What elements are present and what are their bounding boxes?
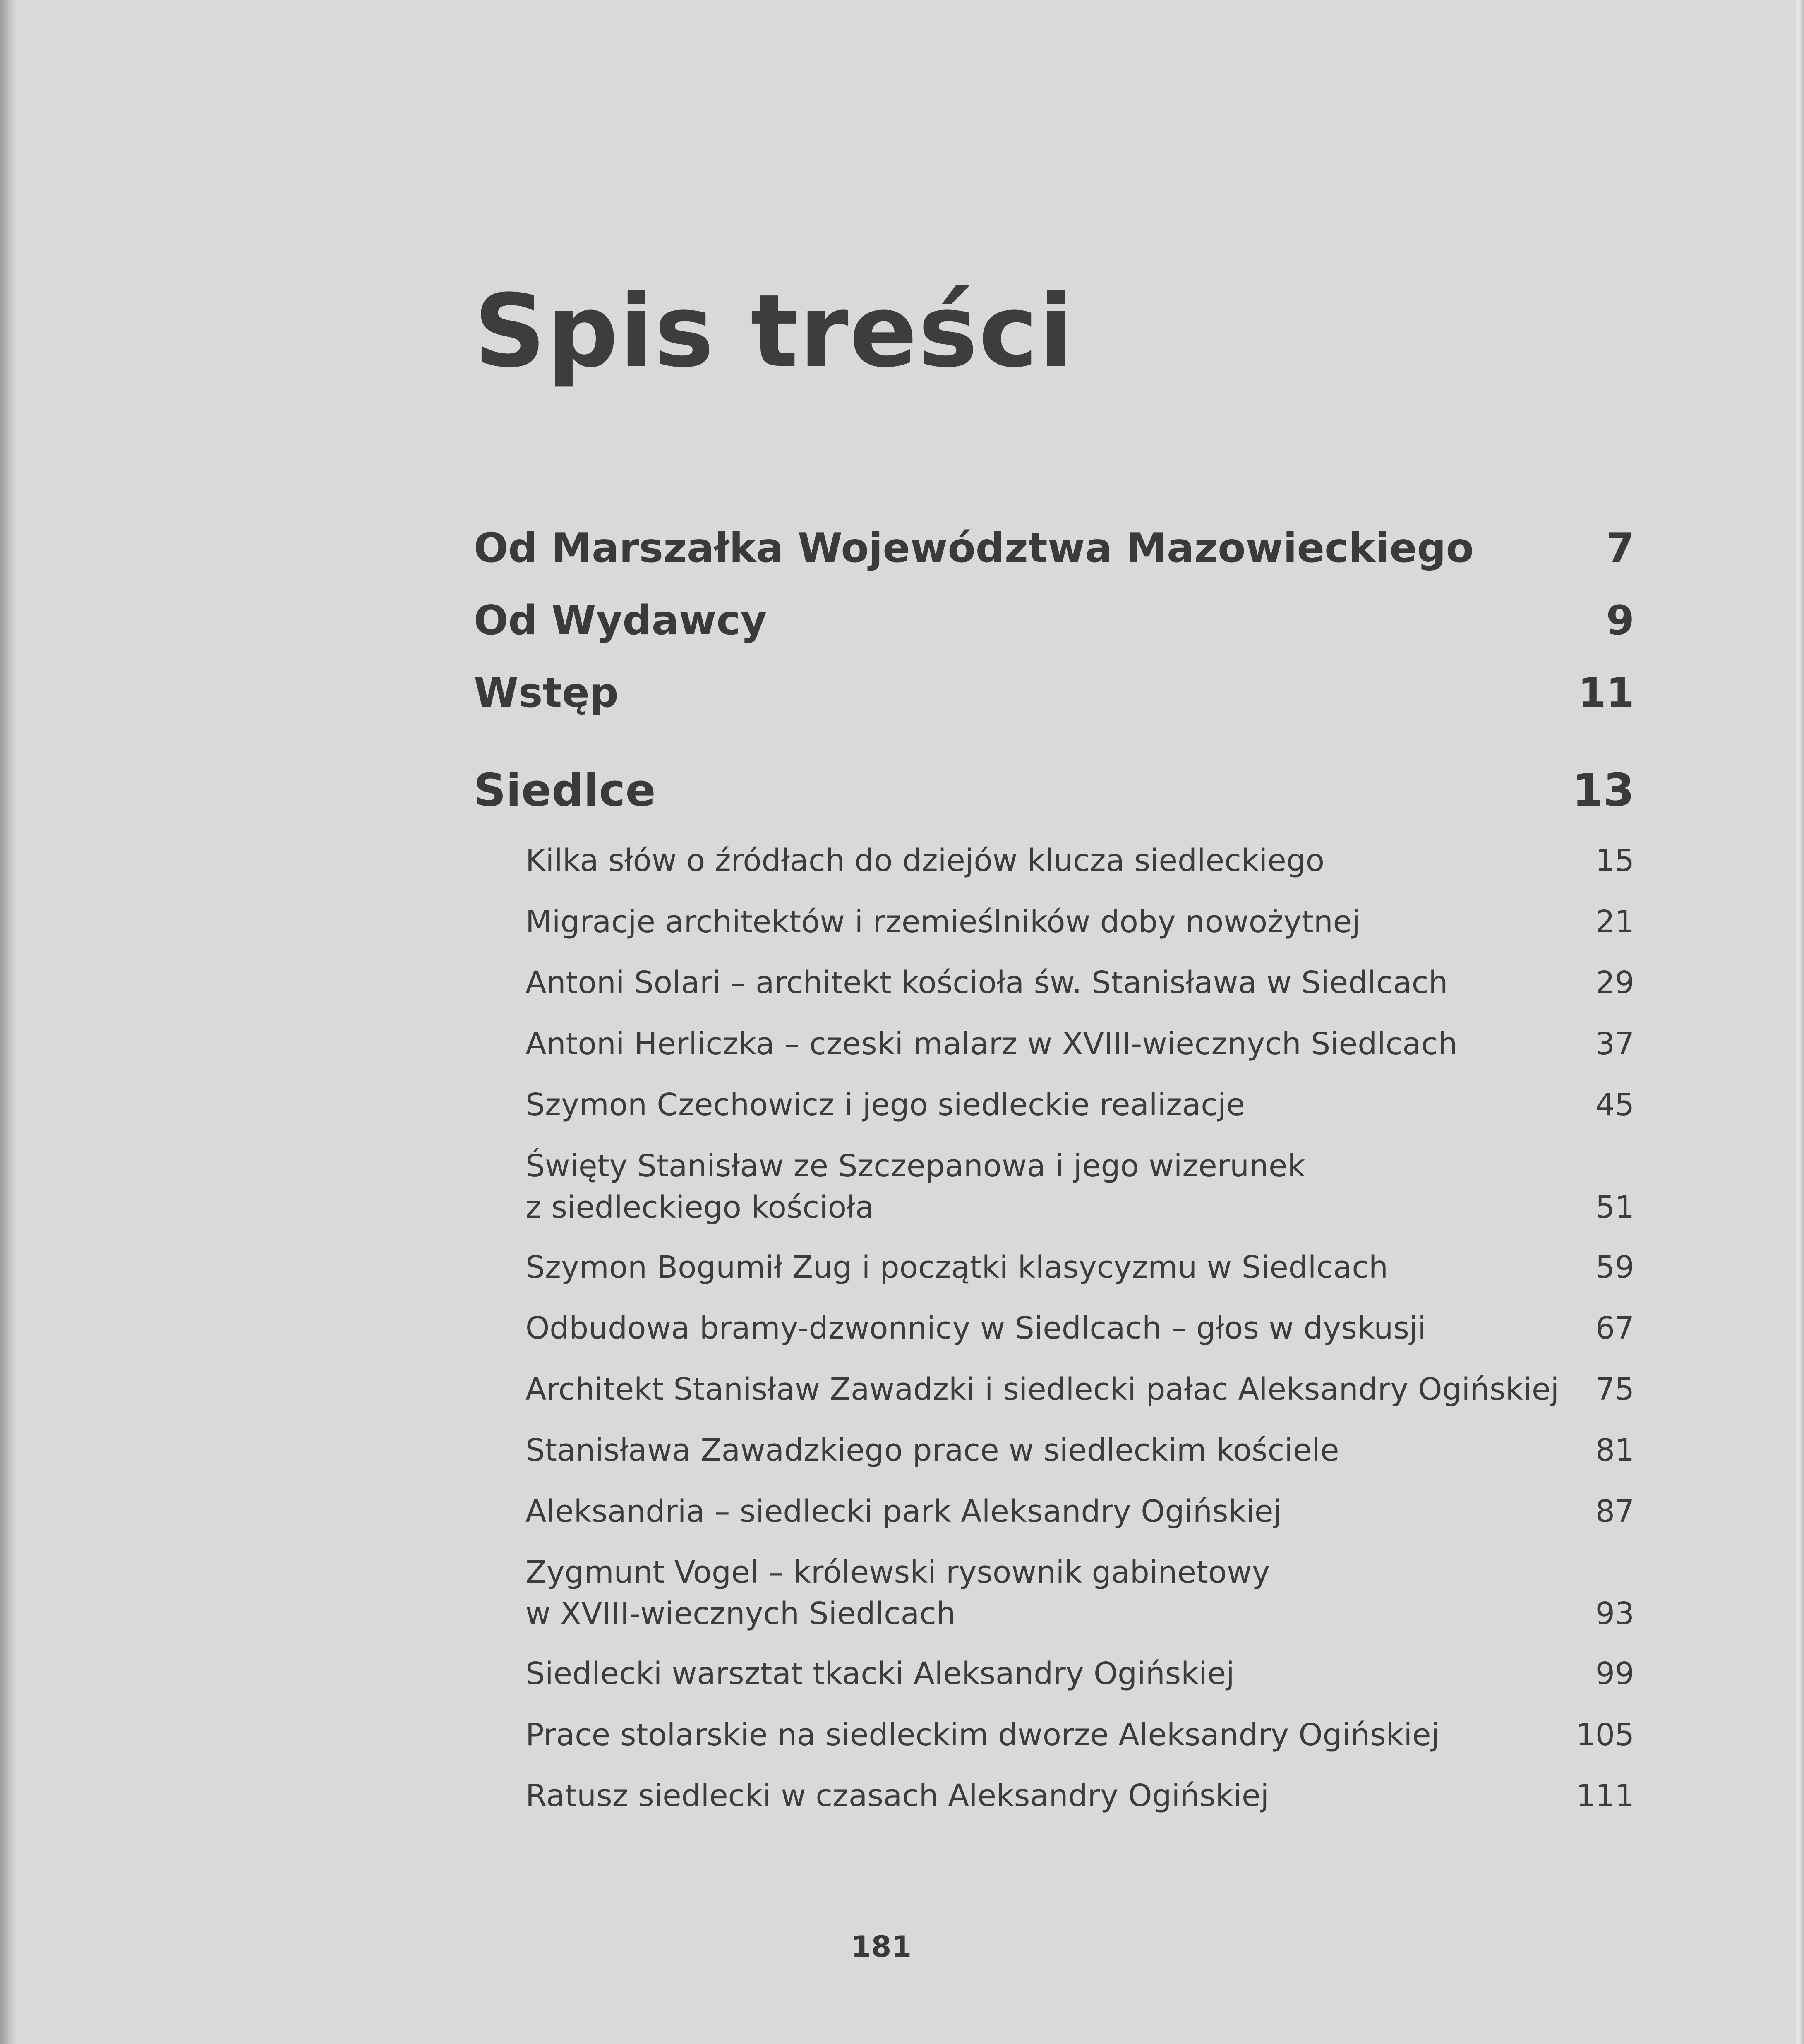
toc-entry-label: Aleksandria – siedlecki park Aleksandry Ogińskiej [525,1494,1282,1529]
book-spine-shadow [0,0,17,2044]
toc-entry-label: Architekt Stanisław Zawadzki i siedlecki pałac Aleksandry Ogińskiej [525,1372,1559,1407]
toc-entry-page: 87 [1595,1494,1634,1529]
page-edge [1795,0,1804,2044]
toc-entry-label: Ratusz siedlecki w czasach Aleksandry Ogińskiej [525,1778,1269,1814]
toc-entry-label: Kilka słów o źródłach do dziejów klucza siedleckiego [525,843,1324,878]
toc-entry[interactable] [525,1247,1634,1288]
toc-entry-label: Migracje architektów i rzemieślników doby nowożytnej [525,904,1360,940]
toc-entry[interactable] [525,1775,1634,1816]
toc-section-heading[interactable] [474,757,1634,823]
toc-entry[interactable] [525,1023,1634,1065]
toc-entry-label: Szymon Czechowicz i jego siedleckie realizacje [525,1087,1245,1123]
toc-entry-page: 105 [1576,1717,1634,1753]
toc-entry-label: Odbudowa bramy-dzwonnicy w Siedlcach – głos w dyskusji [525,1310,1426,1346]
toc-entry-page: 81 [1595,1432,1634,1468]
toc-entry-label: Antoni Solari – architekt kościoła św. Stanisława w Siedlcach [525,965,1448,1000]
toc-entry-label: Prace stolarskie na siedleckim dworze Aleksandry Ogińskiej [525,1717,1440,1753]
toc-section-page: 13 [1572,764,1634,816]
toc-section-label: Siedlce [474,764,656,816]
toc-entry[interactable] [525,1714,1634,1756]
toc-entry[interactable] [525,1653,1634,1694]
toc-entry-label: Święty Stanisław ze Szczepanowa i jego wizerunek z siedleckiego kościoła [525,1148,1305,1225]
toc-entry-page: 93 [1595,1596,1634,1631]
toc-entry-page: 111 [1576,1778,1634,1814]
toc-entry-label: Zygmunt Vogel – królewski rysownik gabinetowy w XVIII-wiecznych Siedlcach [525,1555,1270,1631]
toc-entry-front-matter[interactable] [474,588,1634,654]
toc-entry-page: 9 [1606,597,1634,644]
toc-entry-page: 67 [1595,1310,1634,1346]
toc-entry-label: Szymon Bogumił Zug i początki klasycyzmu w Siedlcach [525,1250,1388,1285]
toc-entry[interactable] [525,1307,1634,1349]
toc-entry-page: 11 [1578,669,1634,717]
toc-entry-label: Stanisława Zawadzkiego prace w siedleckim kościele [525,1432,1339,1468]
toc-entry[interactable] [525,1552,1634,1634]
toc-entry[interactable] [525,1369,1634,1410]
toc-entry[interactable] [525,1145,1634,1228]
toc-entry[interactable] [525,1491,1634,1532]
toc-entry-front-matter[interactable] [474,660,1634,726]
toc-entry-page: 59 [1595,1250,1634,1285]
toc-entry-page: 75 [1595,1372,1634,1407]
toc-entry-label: Antoni Herliczka – czeski malarz w XVIII-wiecznych Siedlcach [525,1026,1458,1062]
toc-entry-label: Od Marszałka Województwa Mazowieckiego [474,525,1474,572]
toc-entry-label: Od Wydawcy [474,597,767,644]
toc-entry-front-matter[interactable] [474,515,1634,581]
toc-entry-page: 21 [1595,904,1634,940]
page-number: 181 [851,1930,912,1964]
toc-entry-page: 99 [1595,1656,1634,1691]
toc-entry-page: 51 [1595,1190,1634,1225]
toc-entry-page: 37 [1595,1026,1634,1062]
toc-entry[interactable] [525,962,1634,1003]
page-title: Spis treści [474,273,1074,390]
toc-entry[interactable] [525,1084,1634,1125]
toc-entry-page: 45 [1595,1087,1634,1123]
toc-entry-page: 15 [1595,843,1634,878]
toc-entry-page: 7 [1606,525,1634,572]
toc-entry-label: Wstęp [474,669,619,717]
toc-entry-page: 29 [1595,965,1634,1000]
toc-entry-label: Siedlecki warsztat tkacki Aleksandry Ogińskiej [525,1656,1235,1691]
toc-entry[interactable] [525,1430,1634,1471]
toc-entry[interactable] [525,840,1634,881]
toc-entry[interactable] [525,901,1634,943]
